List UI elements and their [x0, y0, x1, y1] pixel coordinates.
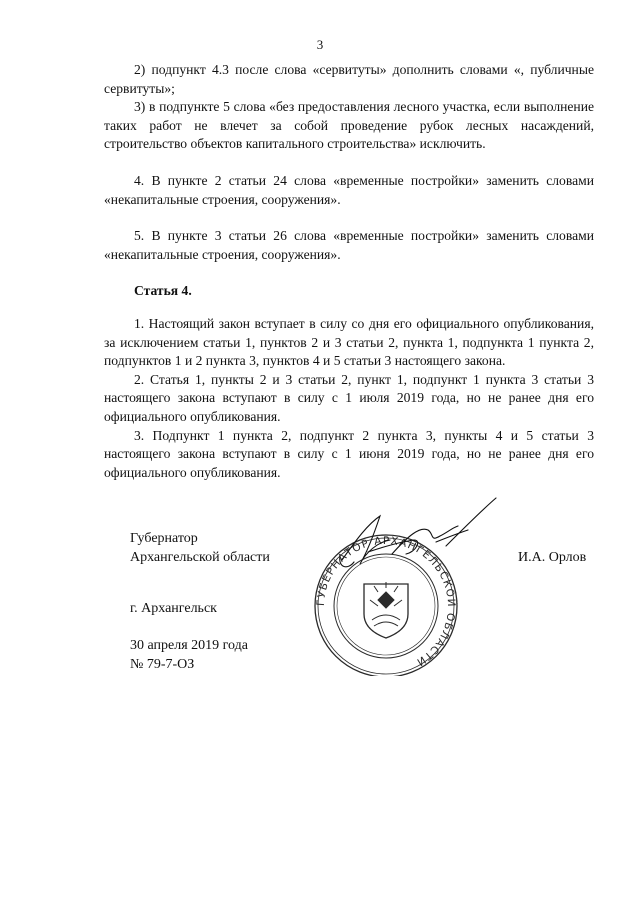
- position-line-2: Архангельской области: [130, 550, 270, 565]
- handwritten-signature: [340, 498, 496, 567]
- article-4-clause-3: 3. Подпункт 1 пункта 2, подпункт 2 пункта 3, пункты 4 и 5 статьи 3 настоящего закона вступают в силу с 1 июня 2019 года, но не ранее дня его официального опубликования.: [104, 427, 594, 480]
- signatory-position: [130, 529, 270, 567]
- item-5: 5. В пункте 3 статьи 26 слова «временные постройки» заменить словами «некапитальные строения, сооружения».: [104, 228, 594, 262]
- article-4-clause-2: 2. Статья 1, пункты 2 и 3 статьи 2, пункт 1, подпункт 1 пункта 3 статьи 3 настоящего закона вступают в силу с 1 июля 2019 года, но не ранее дня его официального опубликования.: [104, 371, 594, 424]
- official-seal: [296, 496, 516, 676]
- position-line-1: Губернатор: [130, 531, 198, 546]
- seal-text: ГУБЕРНАТОР АРХАНГЕЛЬСКОЙ ОБЛАСТИ: [314, 534, 458, 669]
- document-body: [104, 61, 594, 482]
- subitem-2: 2) подпункт 4.3 после слова «сервитуты» дополнить словами «, публичные сервитуты»;: [104, 62, 594, 96]
- page-number: 3: [316, 37, 324, 52]
- city: г. Архангельск: [130, 601, 217, 616]
- item-4: 4. В пункте 2 статьи 24 слова «временные постройки» заменить словами «некапитальные строения, сооружения».: [104, 172, 594, 207]
- law-number: № 79-7-ОЗ: [130, 657, 195, 672]
- signatory-name: И.А. Орлов: [518, 550, 587, 565]
- subitem-3: 3) в подпункте 5 слова «без предоставления лесного участка, если выполнение таких работ не влечет за собой проведение рубок лесных насаждений, строительство объектов капитального строительства» исключить.: [104, 99, 594, 152]
- article-4-clause-1: 1. Настоящий закон вступает в силу со дня его официального опубликования, за исключением статьи 1, пунктов 2 и 3 статьи 2, пункта 1, подпункта 1 пункта 2, подпунктов 1 и 2 пункта 3, пунктов 4 и 5 статьи 3 настоящего закона.: [104, 315, 594, 369]
- law-date: 30 апреля 2019 года: [130, 638, 248, 653]
- article-4-title: Статья 4.: [134, 283, 192, 299]
- coat-of-arms-icon: [364, 582, 408, 638]
